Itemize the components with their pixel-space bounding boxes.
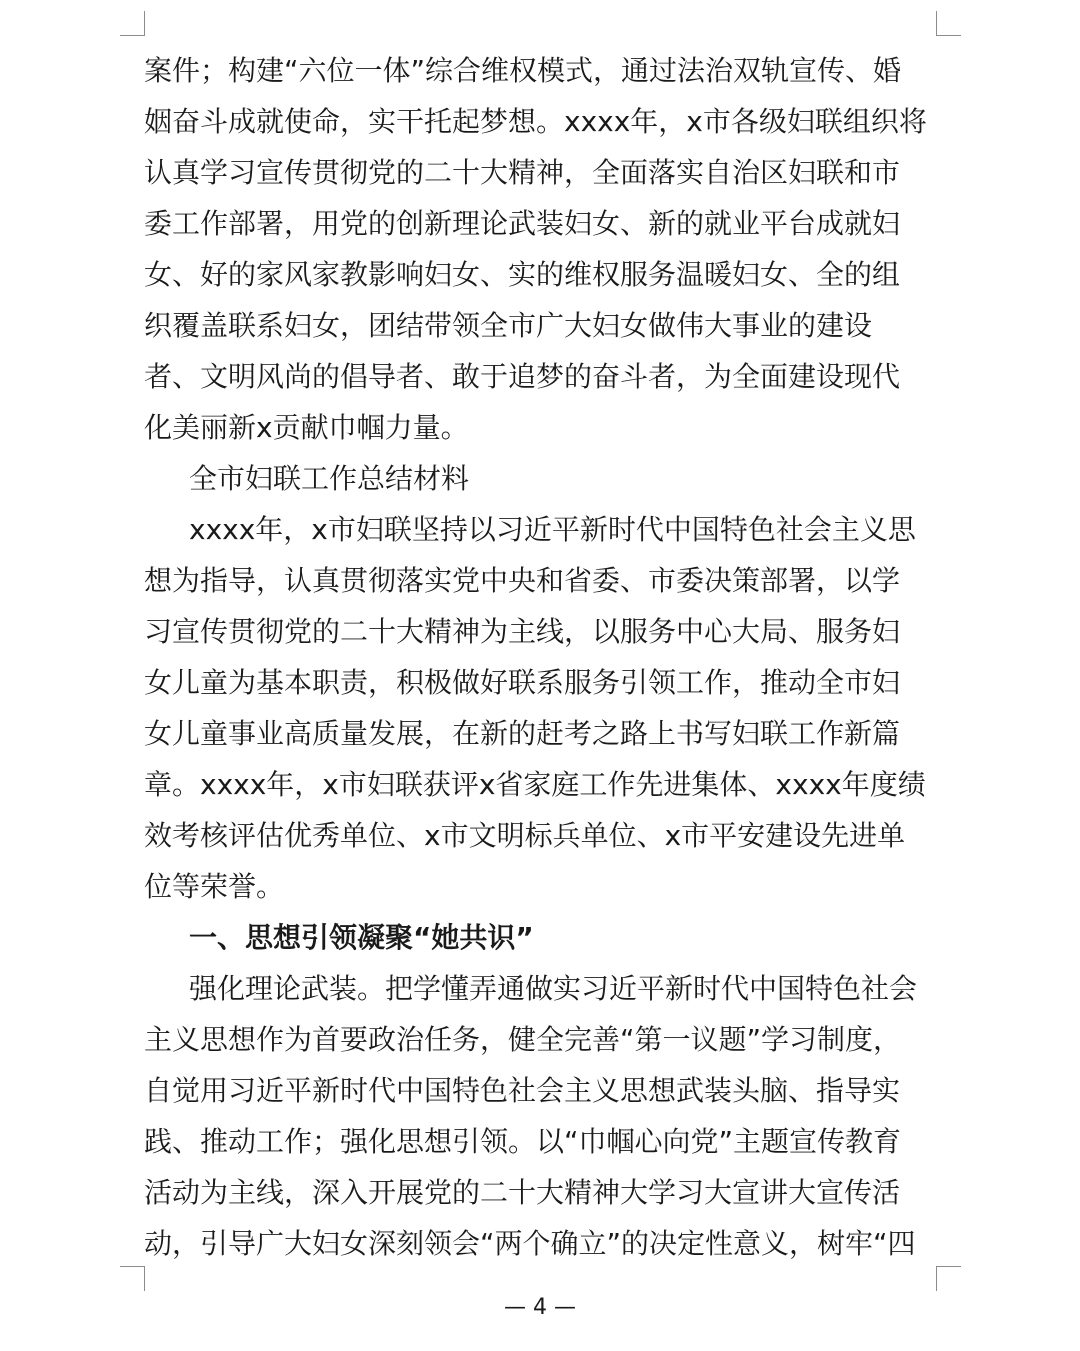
text-line: xxxx年，x市妇联坚持以习近平新时代中国特色社会主义思 bbox=[189, 513, 916, 546]
text-line: 女儿童为基本职责，积极做好联系服务引领工作，推动全市妇 bbox=[144, 666, 901, 699]
page-corner-mark-top-right bbox=[936, 11, 961, 36]
page-corner-mark-bottom-right bbox=[936, 1266, 961, 1291]
text-line: 委工作部署，用党的创新理论武装妇女、新的就业平台成就妇 bbox=[144, 207, 901, 240]
text-line: 习宣传贯彻党的二十大精神为主线，以服务中心大局、服务妇 bbox=[144, 615, 901, 648]
text-line: 姻奋斗成就使命，实干托起梦想。xxxx年，x市各级妇联组织将 bbox=[144, 105, 927, 138]
text-line: 效考核评估优秀单位、x市文明标兵单位、x市平安建设先进单 bbox=[144, 819, 906, 852]
text-line: 认真学习宣传贯彻党的二十大精神，全面落实自治区妇联和市 bbox=[144, 156, 901, 189]
text-line: 活动为主线，深入开展党的二十大精神大学习大宣讲大宣传活 bbox=[144, 1176, 901, 1209]
text-line: 化美丽新x贡献巾帼力量。 bbox=[144, 411, 469, 444]
text-line: 主义思想作为首要政治任务，健全完善“第一议题”学习制度， bbox=[144, 1023, 902, 1056]
text-line: 章。xxxx年，x市妇联获评x省家庭工作先进集体、xxxx年度绩 bbox=[144, 768, 926, 801]
document-title: 全市妇联工作总结材料 bbox=[189, 462, 470, 495]
text-line: 女儿童事业高质量发展，在新的赶考之路上书写妇联工作新篇 bbox=[144, 717, 901, 750]
text-line: 位等荣誉。 bbox=[144, 870, 285, 903]
section-heading: 一、思想引领凝聚“她共识” bbox=[189, 921, 534, 954]
text-line: 女、好的家风家教影响妇女、实的维权服务温暖妇女、全的组 bbox=[144, 258, 901, 291]
page-number: — 4 — bbox=[504, 1295, 576, 1320]
text-line: 案件；构建“六位一体”综合维权模式，通过法治双轨宣传、婚 bbox=[144, 54, 902, 87]
text-line: 动，引导广大妇女深刻领会“两个确立”的决定性意义，树牢“四 bbox=[144, 1227, 916, 1260]
text-line: 强化理论武装。把学懂弄通做实习近平新时代中国特色社会 bbox=[189, 972, 918, 1005]
document-body bbox=[144, 45, 936, 1269]
text-line: 自觉用习近平新时代中国特色社会主义思想武装头脑、指导实 bbox=[144, 1074, 901, 1107]
text-line: 想为指导，认真贯彻落实党中央和省委、市委决策部署，以学 bbox=[144, 564, 901, 597]
text-line: 践、推动工作；强化思想引领。以“巾帼心向党”主题宣传教育 bbox=[144, 1125, 902, 1158]
page-corner-mark-top-left bbox=[120, 11, 145, 36]
page-corner-mark-bottom-left bbox=[120, 1266, 145, 1291]
text-line: 织覆盖联系妇女，团结带领全市广大妇女做伟大事业的建设 bbox=[144, 309, 873, 342]
text-line: 者、文明风尚的倡导者、敢于追梦的奋斗者，为全面建设现代 bbox=[144, 360, 901, 393]
